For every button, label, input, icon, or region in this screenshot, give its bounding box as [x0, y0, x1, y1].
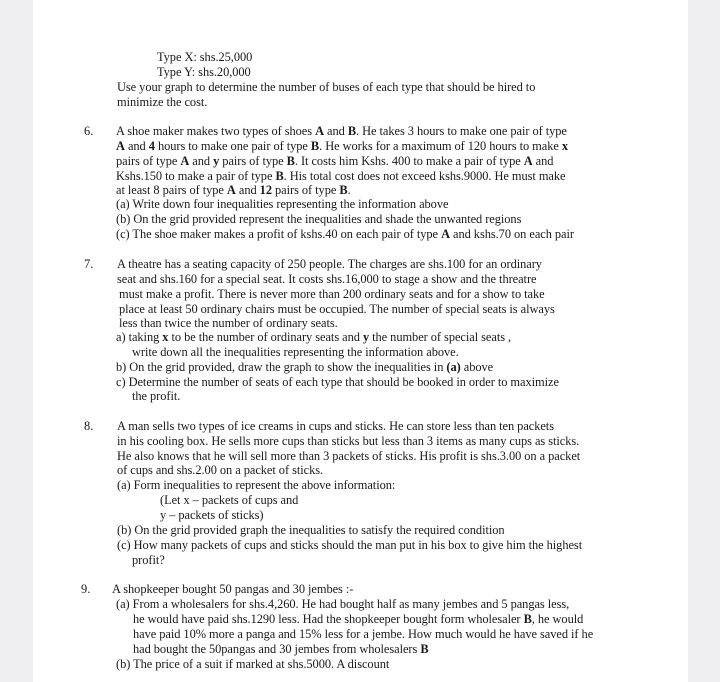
q6-part-a: (a) Write down four inequalities representing the information above	[116, 197, 449, 211]
q8-part-c: (c) How many packets of cups and sticks should the man put in his box to give him the highest	[117, 538, 583, 552]
q6-line: A and 4 hours to make one pair of type B. He works for a maximum of 120 hours to make x	[116, 139, 568, 153]
q7-part-a-cont: write down all the inequalities representing the information above.	[132, 345, 459, 359]
q7-part-b: b) On the grid provided, draw the graph to show the inequalities in (a) above	[116, 360, 494, 374]
q6-line: pairs of type A and y pairs of type B. It costs him Kshs. 400 to make a pair of type A and	[116, 154, 554, 168]
document-page	[33, 0, 688, 682]
intro-line: Use your graph to determine the number of buses of each type that should be hired to	[117, 80, 536, 94]
q8-line: of cups and shs.2.00 on a packet of sticks.	[117, 463, 324, 477]
q7-part-a: a) taking x to be the number of ordinary seats and y the number of special seats ,	[116, 330, 512, 344]
q7-line: seat and shs.160 for a special seat. It costs shs.16,000 to stage a show and the threatre	[117, 272, 537, 286]
q7-part-c-cont: the profit.	[132, 389, 181, 403]
q7-part-c: c) Determine the number of seats of each type that should be booked in order to maximize	[116, 375, 559, 389]
q6-line: Kshs.150 to make a pair of type B. His total cost does not exceed kshs.9000. He must make	[116, 169, 566, 183]
q6-line: at least 8 pairs of type A and 12 pairs of type B.	[116, 183, 351, 197]
q8-let-y: y – packets of sticks)	[160, 508, 264, 522]
q8-line: A man sells two types of ice creams in cups and sticks. He can store less than ten packets	[117, 419, 554, 433]
q6-part-b: (b) On the grid provided represent the inequalities and shade the unwanted regions	[116, 212, 522, 226]
intro-line: minimize the cost.	[117, 95, 208, 109]
q9-part-a: (a) From a wholesalers for shs.4,260. He had bought half as many jembes and 5 pangas less,	[116, 597, 570, 611]
q8-part-c-cont: profit?	[132, 553, 165, 567]
q9-part-b: (b) The price of a suit if marked at shs.5000. A discount	[116, 657, 390, 671]
q7-line: place at least 50 ordinary chairs must be occupied. The number of special seats is always	[119, 302, 555, 316]
q8-part-a: (a) Form inequalities to represent the above information:	[117, 478, 396, 492]
q8-line: in his cooling box. He sells more cups than sticks but less than 3 items as many cups as sticks.	[117, 434, 580, 448]
q6-part-c: (c) The shoe maker makes a profit of kshs.40 on each pair of type A and kshs.70 on each pair	[116, 227, 574, 241]
question-6-number: 6.	[84, 124, 94, 138]
q7-line: less than twice the number of ordinary seats.	[119, 316, 338, 330]
question-7-number: 7.	[84, 257, 94, 271]
q8-part-b: (b) On the grid provided graph the inequalities to satisfy the required condition	[117, 523, 505, 537]
question-9-number: 9.	[81, 582, 91, 596]
intro-line: Type Y: shs.20,000	[157, 65, 251, 79]
q8-line: He also knows that he will sell more than 3 packets of sticks. His profit is shs.3.00 on a packet	[117, 449, 581, 463]
q9-line: A shopkeeper bought 50 pangas and 30 jembes :-	[112, 582, 354, 596]
intro-line: Type X: shs.25,000	[157, 50, 253, 64]
q6-line: A shoe maker makes two types of shoes A and B. He takes 3 hours to make one pair of type	[116, 124, 567, 138]
q9-part-a-cont: had bought the 50pangas and 30 jembes from wholesalers B	[133, 642, 429, 656]
q7-line: must make a profit. There is never more than 200 ordinary seats and for a show to take	[119, 287, 545, 301]
q7-line: A theatre has a seating capacity of 250 people. The charges are shs.100 for an ordinary	[117, 257, 542, 271]
question-8-number: 8.	[84, 419, 94, 433]
q8-let-x: (Let x – packets of cups and	[160, 493, 299, 507]
q9-part-a-cont: he would have paid shs.1290 less. Had the shopkeeper bought form wholesaler B, he would	[133, 612, 584, 626]
q9-part-a-cont: have paid 10% more a panga and 15% less for a jembe. How much would he have saved if he	[133, 627, 594, 641]
